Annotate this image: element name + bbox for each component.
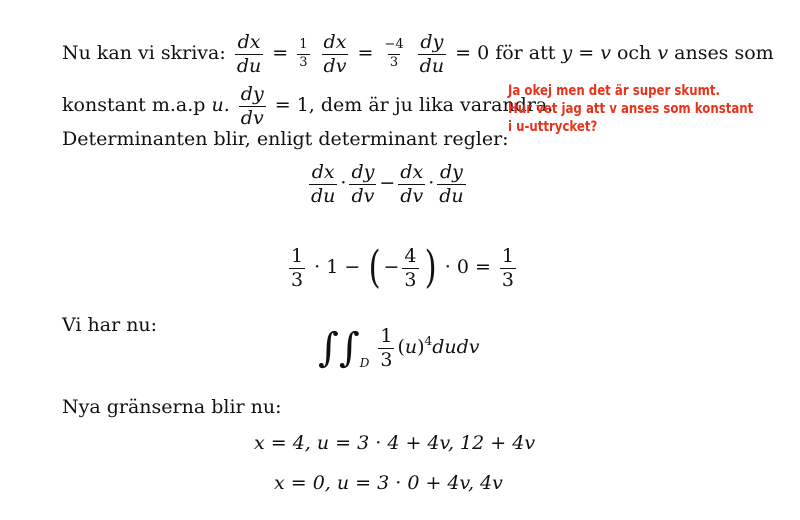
vi-har-nu: Vi har nu: <box>62 314 158 336</box>
line-1: Nu kan vi skriva: $\frac{dx}{du}$ = $\frac{1}{3}$ $\frac{dx}{dv}$ = $\frac{-4}{3}$ $\frac{dy}{du}$ = 0 för att y = v och v anses som <box>62 31 774 77</box>
determinant-intro: Determinanten blir, enligt determinant regler: <box>62 128 509 150</box>
frac-dy-du: $\frac{dy}{du}$ <box>419 31 445 77</box>
word-och: och <box>616 42 652 65</box>
handwritten-annotation <box>508 82 753 136</box>
nya-granser: Nya gränserna blir nu: <box>62 396 282 418</box>
line2-lead: konstant m.a.p <box>62 94 206 117</box>
line2-tail: = 1, dem är ju lika varandra. <box>274 94 554 117</box>
determinant-value-equation: $\frac{1}{3}$ · 1 − ( − $\frac{4}{3}$ ) · 0 = $\frac{1}{3}$ <box>291 242 515 294</box>
eq2-part2: · 0 = <box>444 256 491 279</box>
integral-domain: D <box>359 356 370 371</box>
var-u: u. <box>211 94 230 117</box>
integral-differentials: dudv <box>432 336 480 359</box>
integral-sign-2: ∫ <box>338 325 360 372</box>
bound-line-2: x = 0, u = 3 · 0 + 4v, 4v <box>274 472 503 494</box>
annotation-line-3: i u-uttrycket? <box>508 119 598 135</box>
eq2-part1: · 1 − <box>314 256 361 279</box>
var-v2: v <box>657 42 669 65</box>
var-y: y <box>561 42 573 65</box>
frac-dy-dv: $\frac{dy}{dv}$ <box>240 83 264 129</box>
word-anses-som: anses som <box>674 42 774 65</box>
line1-lead: Nu kan vi skriva: <box>62 42 226 65</box>
annotation-line-2: Hur vet jag att v anses som konstant <box>508 101 754 117</box>
line-2 <box>62 84 553 128</box>
annotation-line-1: Ja okej men det är super skumt. <box>508 83 720 99</box>
line1-tail: 0 för att <box>477 42 556 65</box>
frac-dx-du: $\frac{dx}{du}$ <box>236 31 262 77</box>
frac-neg4-3: $\frac{-4}{3}$ <box>384 37 404 70</box>
double-integral: $\int\int_D$ $\frac{1}{3}$ $(u)^4dudv$ <box>318 325 480 372</box>
integral-exponent: 4 <box>424 334 433 349</box>
var-v: v <box>600 42 611 65</box>
frac-dx-dv: $\frac{dx}{dv}$ <box>323 31 347 77</box>
frac-one-third: $\frac{1}{3}$ <box>299 37 308 70</box>
integral-sign-1: ∫ <box>318 325 339 372</box>
bound-line-1: x = 4, u = 3 · 4 + 4v, 12 + 4v <box>254 432 536 454</box>
determinant-equation: $\frac{dx}{du}$ · $\frac{dy}{dv}$ − $\frac{dx}{dv}$ · $\frac{dy}{du}$ <box>311 161 464 207</box>
